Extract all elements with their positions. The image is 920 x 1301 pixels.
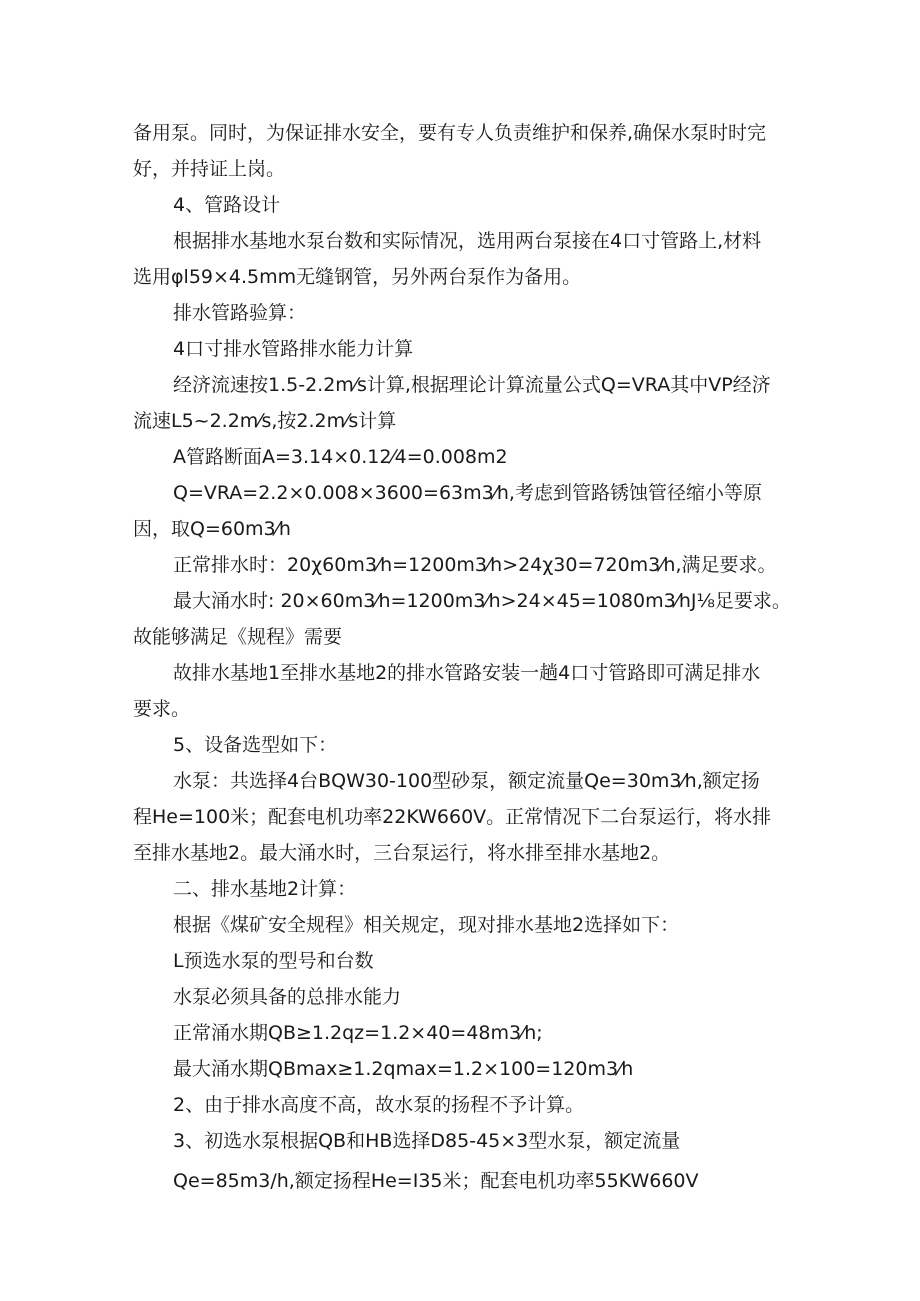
text-line: 最大涌水期QBmax≥1.2qmax=1.2×100=120m3⁄h [173, 1058, 634, 1080]
text-line: 好，并持证上岗。 [133, 158, 286, 180]
text-line: 流速L5~2.2m⁄s,按2.2m⁄s计算 [133, 410, 397, 432]
text-line: 根据排水基地水泵台数和实际情况，选用两台泵接在4口寸管路上,材料 [173, 230, 762, 252]
text-line: Qe=85m3/h,额定扬程He=I35米；配套电机功率55KW660V [173, 1170, 699, 1192]
text-line: 4口寸排水管路排水能力计算 [173, 338, 414, 360]
text-line: 因，取Q=60m3⁄h [133, 518, 291, 540]
text-line: 水泵：共选择4台BQW30-100型砂泵，额定流量Qe=30m3⁄h,额定扬 [173, 770, 760, 792]
document-body [133, 115, 798, 1199]
text-line: 根据《煤矿安全规程》相关规定，现对排水基地2选择如下： [173, 914, 680, 936]
text-line: 正常排水时：20χ60m3⁄h=1200m3⁄h>24χ30=720m3⁄h,满足要求。 [173, 554, 777, 576]
text-line: Q=VRA=2.2×0.008×3600=63m3⁄h,考虑到管路锈蚀管径缩小等原 [173, 482, 762, 504]
text-line: 最大涌水时: 20×60m3⁄h=1200m3⁄h>24×45=1080m3⁄hJ⅛足要求。 [173, 590, 791, 612]
text-line: 水泵必须具备的总排水能力 [173, 986, 402, 1008]
text-line: 故排水基地1至排水基地2的排水管路安装一趟4口寸管路即可满足排水 [173, 662, 761, 684]
text-line: 经济流速按1.5-2.2m⁄s计算,根据理论计算流量公式Q=VRA其中VP经济 [173, 374, 771, 396]
text-line: 至排水基地2。最大涌水时，三台泵运行，将水排至排水基地2。 [133, 842, 671, 864]
text-line: A管路断面A=3.14×0.12⁄4=0.008m2 [173, 446, 508, 468]
text-line: 备用泵。同时，为保证排水安全，要有专人负责维护和保养,确保水泵时时完 [133, 122, 767, 144]
text-line: 故能够满足《规程》需要 [133, 626, 343, 648]
text-line: 正常涌水期QB≥1.2qz=1.2×40=48m3⁄h; [173, 1022, 543, 1044]
text-line: 程He=100米；配套电机功率22KW660V。正常情况下二台泵运行，将水排 [133, 806, 772, 828]
text-line: 2、由于排水高度不高，故水泵的扬程不予计算。 [173, 1094, 585, 1116]
text-line: 要求。 [133, 698, 191, 720]
text-line: L预选水泵的型号和台数 [173, 950, 374, 972]
text-line: 选用φl59×4.5mm无缝钢管，另外两台泵作为备用。 [133, 266, 582, 288]
text-line: 排水管路验算： [173, 302, 307, 324]
section-heading: 5、设备选型如下： [173, 734, 338, 756]
section-heading: 二、排水基地2计算： [173, 878, 357, 900]
section-heading: 4、管路设计 [173, 194, 281, 216]
text-line: 3、初选水泵根据QB和HB选择D85-45×3型水泵，额定流量 [173, 1130, 681, 1152]
